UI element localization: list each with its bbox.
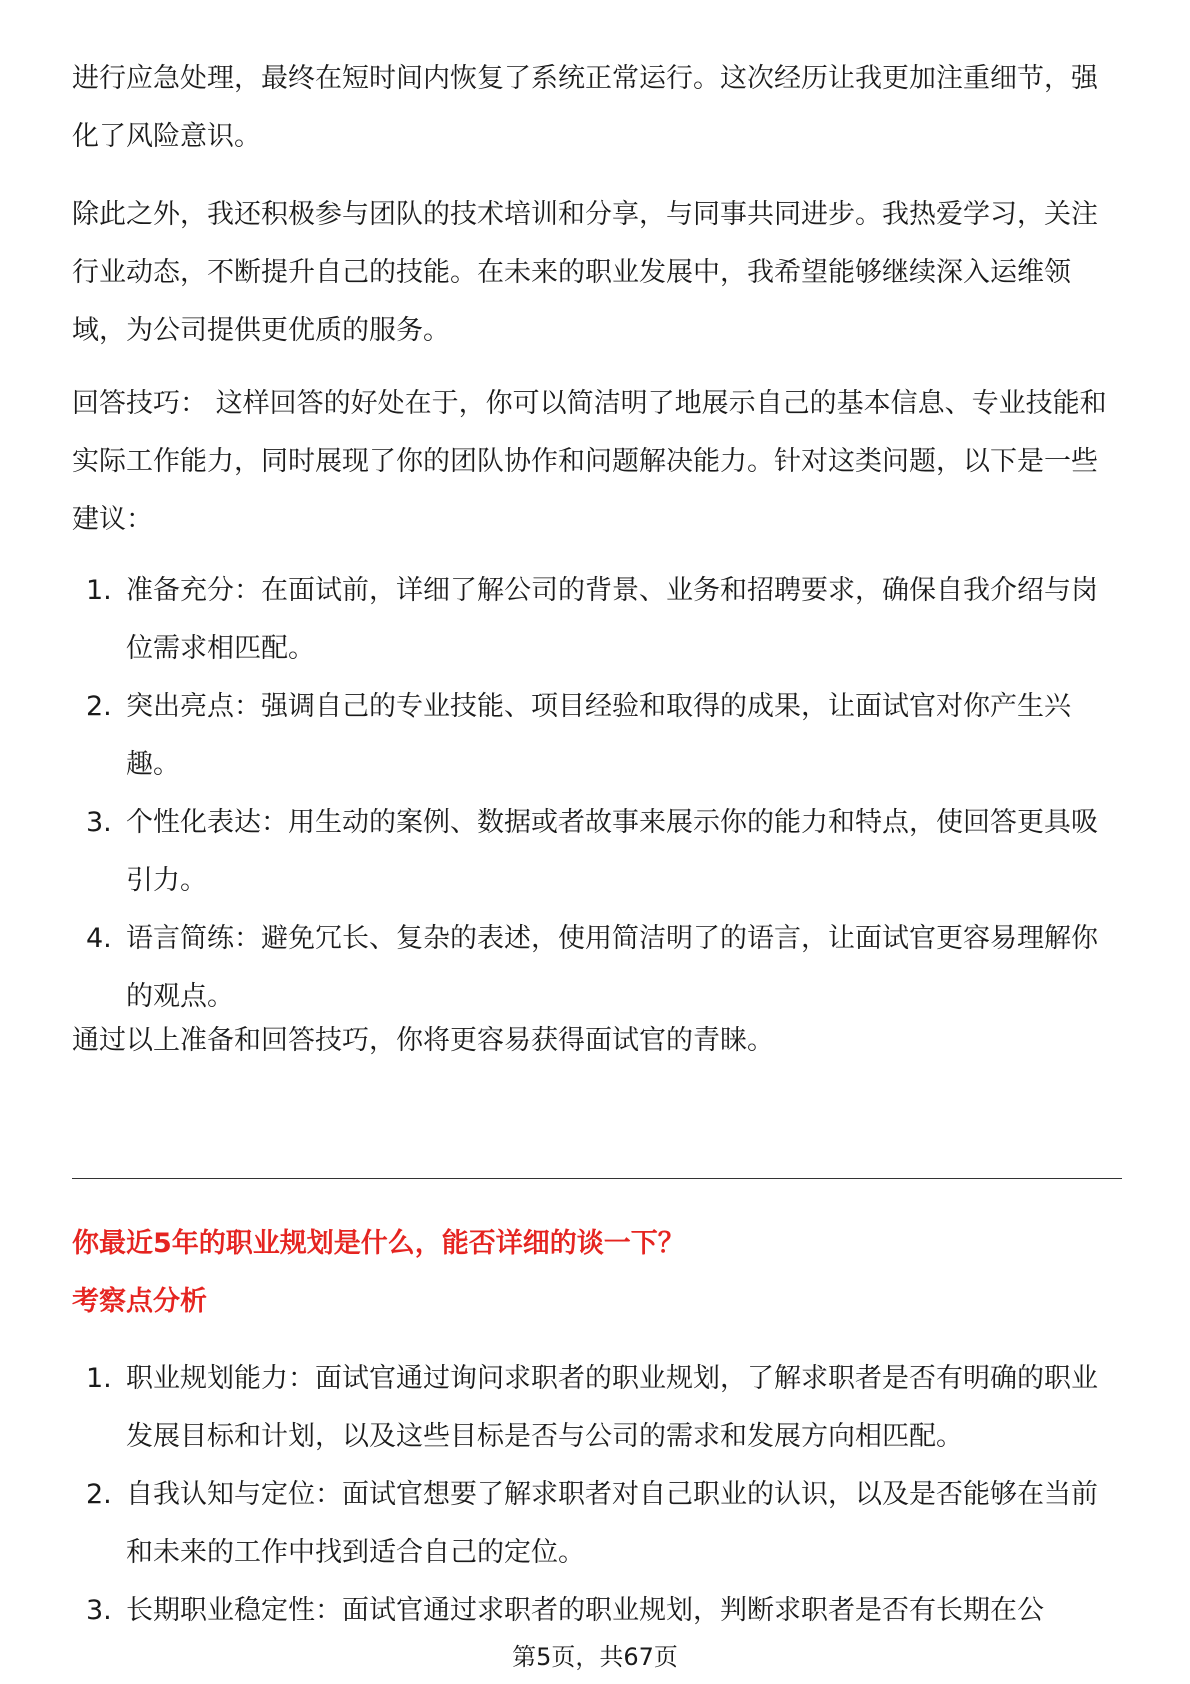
question-title: 你最近5年的职业规划是什么，能否详细的谈一下？ bbox=[72, 1228, 685, 1259]
list-item bbox=[72, 1466, 1122, 1582]
list-text: 职业规划能力：面试官通过询问求职者的职业规划，了解求职者是否有明确的职业发展目标和计划，以及这些目标是否与公司的需求和发展方向相匹配。 bbox=[126, 1363, 1098, 1452]
list-item bbox=[72, 562, 1122, 678]
list-number: 2. bbox=[86, 691, 112, 722]
section-divider bbox=[72, 1178, 1122, 1179]
list-number: 3. bbox=[86, 1595, 112, 1626]
list-item bbox=[72, 794, 1122, 910]
analysis-points-list bbox=[72, 1350, 1122, 1640]
analysis-heading: 考察点分析 bbox=[72, 1286, 207, 1317]
list-item bbox=[72, 1582, 1122, 1640]
paragraph-answer-tips: 回答技巧： 这样回答的好处在于，你可以简洁明了地展示自己的基本信息、专业技能和实际工作能力，同时展现了你的团队协作和问题解决能力。针对这类问题，以下是一些建议： bbox=[72, 388, 1107, 535]
list-number: 1. bbox=[86, 1363, 112, 1394]
list-item bbox=[72, 1350, 1122, 1466]
list-text: 突出亮点：强调自己的专业技能、项目经验和取得的成果，让面试官对你产生兴趣。 bbox=[126, 691, 1071, 780]
list-number: 4. bbox=[86, 923, 112, 954]
list-text: 长期职业稳定性：面试官通过求职者的职业规划，判断求职者是否有长期在公 bbox=[126, 1595, 1044, 1626]
list-text: 语言简练：避免冗长、复杂的表述，使用简洁明了的语言，让面试官更容易理解你的观点。 bbox=[126, 923, 1098, 1012]
list-number: 1. bbox=[86, 575, 112, 606]
paragraph-conclusion: 通过以上准备和回答技巧，你将更容易获得面试官的青睐。 bbox=[72, 1025, 774, 1056]
list-number: 2. bbox=[86, 1479, 112, 1510]
list-item bbox=[72, 678, 1122, 794]
list-text: 个性化表达：用生动的案例、数据或者故事来展示你的能力和特点，使回答更具吸引力。 bbox=[126, 807, 1098, 896]
list-item bbox=[72, 910, 1122, 1026]
page-footer: 第5页，共67页 bbox=[512, 1643, 678, 1671]
paragraph-1: 进行应急处理，最终在短时间内恢复了系统正常运行。这次经历让我更加注重细节，强化了风险意识。 bbox=[72, 63, 1098, 152]
list-text: 自我认知与定位：面试官想要了解求职者对自己职业的认识，以及是否能够在当前和未来的工作中找到适合自己的定位。 bbox=[126, 1479, 1098, 1568]
paragraph-2: 除此之外，我还积极参与团队的技术培训和分享，与同事共同进步。我热爱学习，关注行业动态，不断提升自己的技能。在未来的职业发展中，我希望能够继续深入运维领域，为公司提供更优质的服务。 bbox=[72, 199, 1098, 346]
list-number: 3. bbox=[86, 807, 112, 838]
list-text: 准备充分：在面试前，详细了解公司的背景、业务和招聘要求，确保自我介绍与岗位需求相匹配。 bbox=[126, 575, 1098, 664]
tips-list bbox=[72, 562, 1122, 1026]
